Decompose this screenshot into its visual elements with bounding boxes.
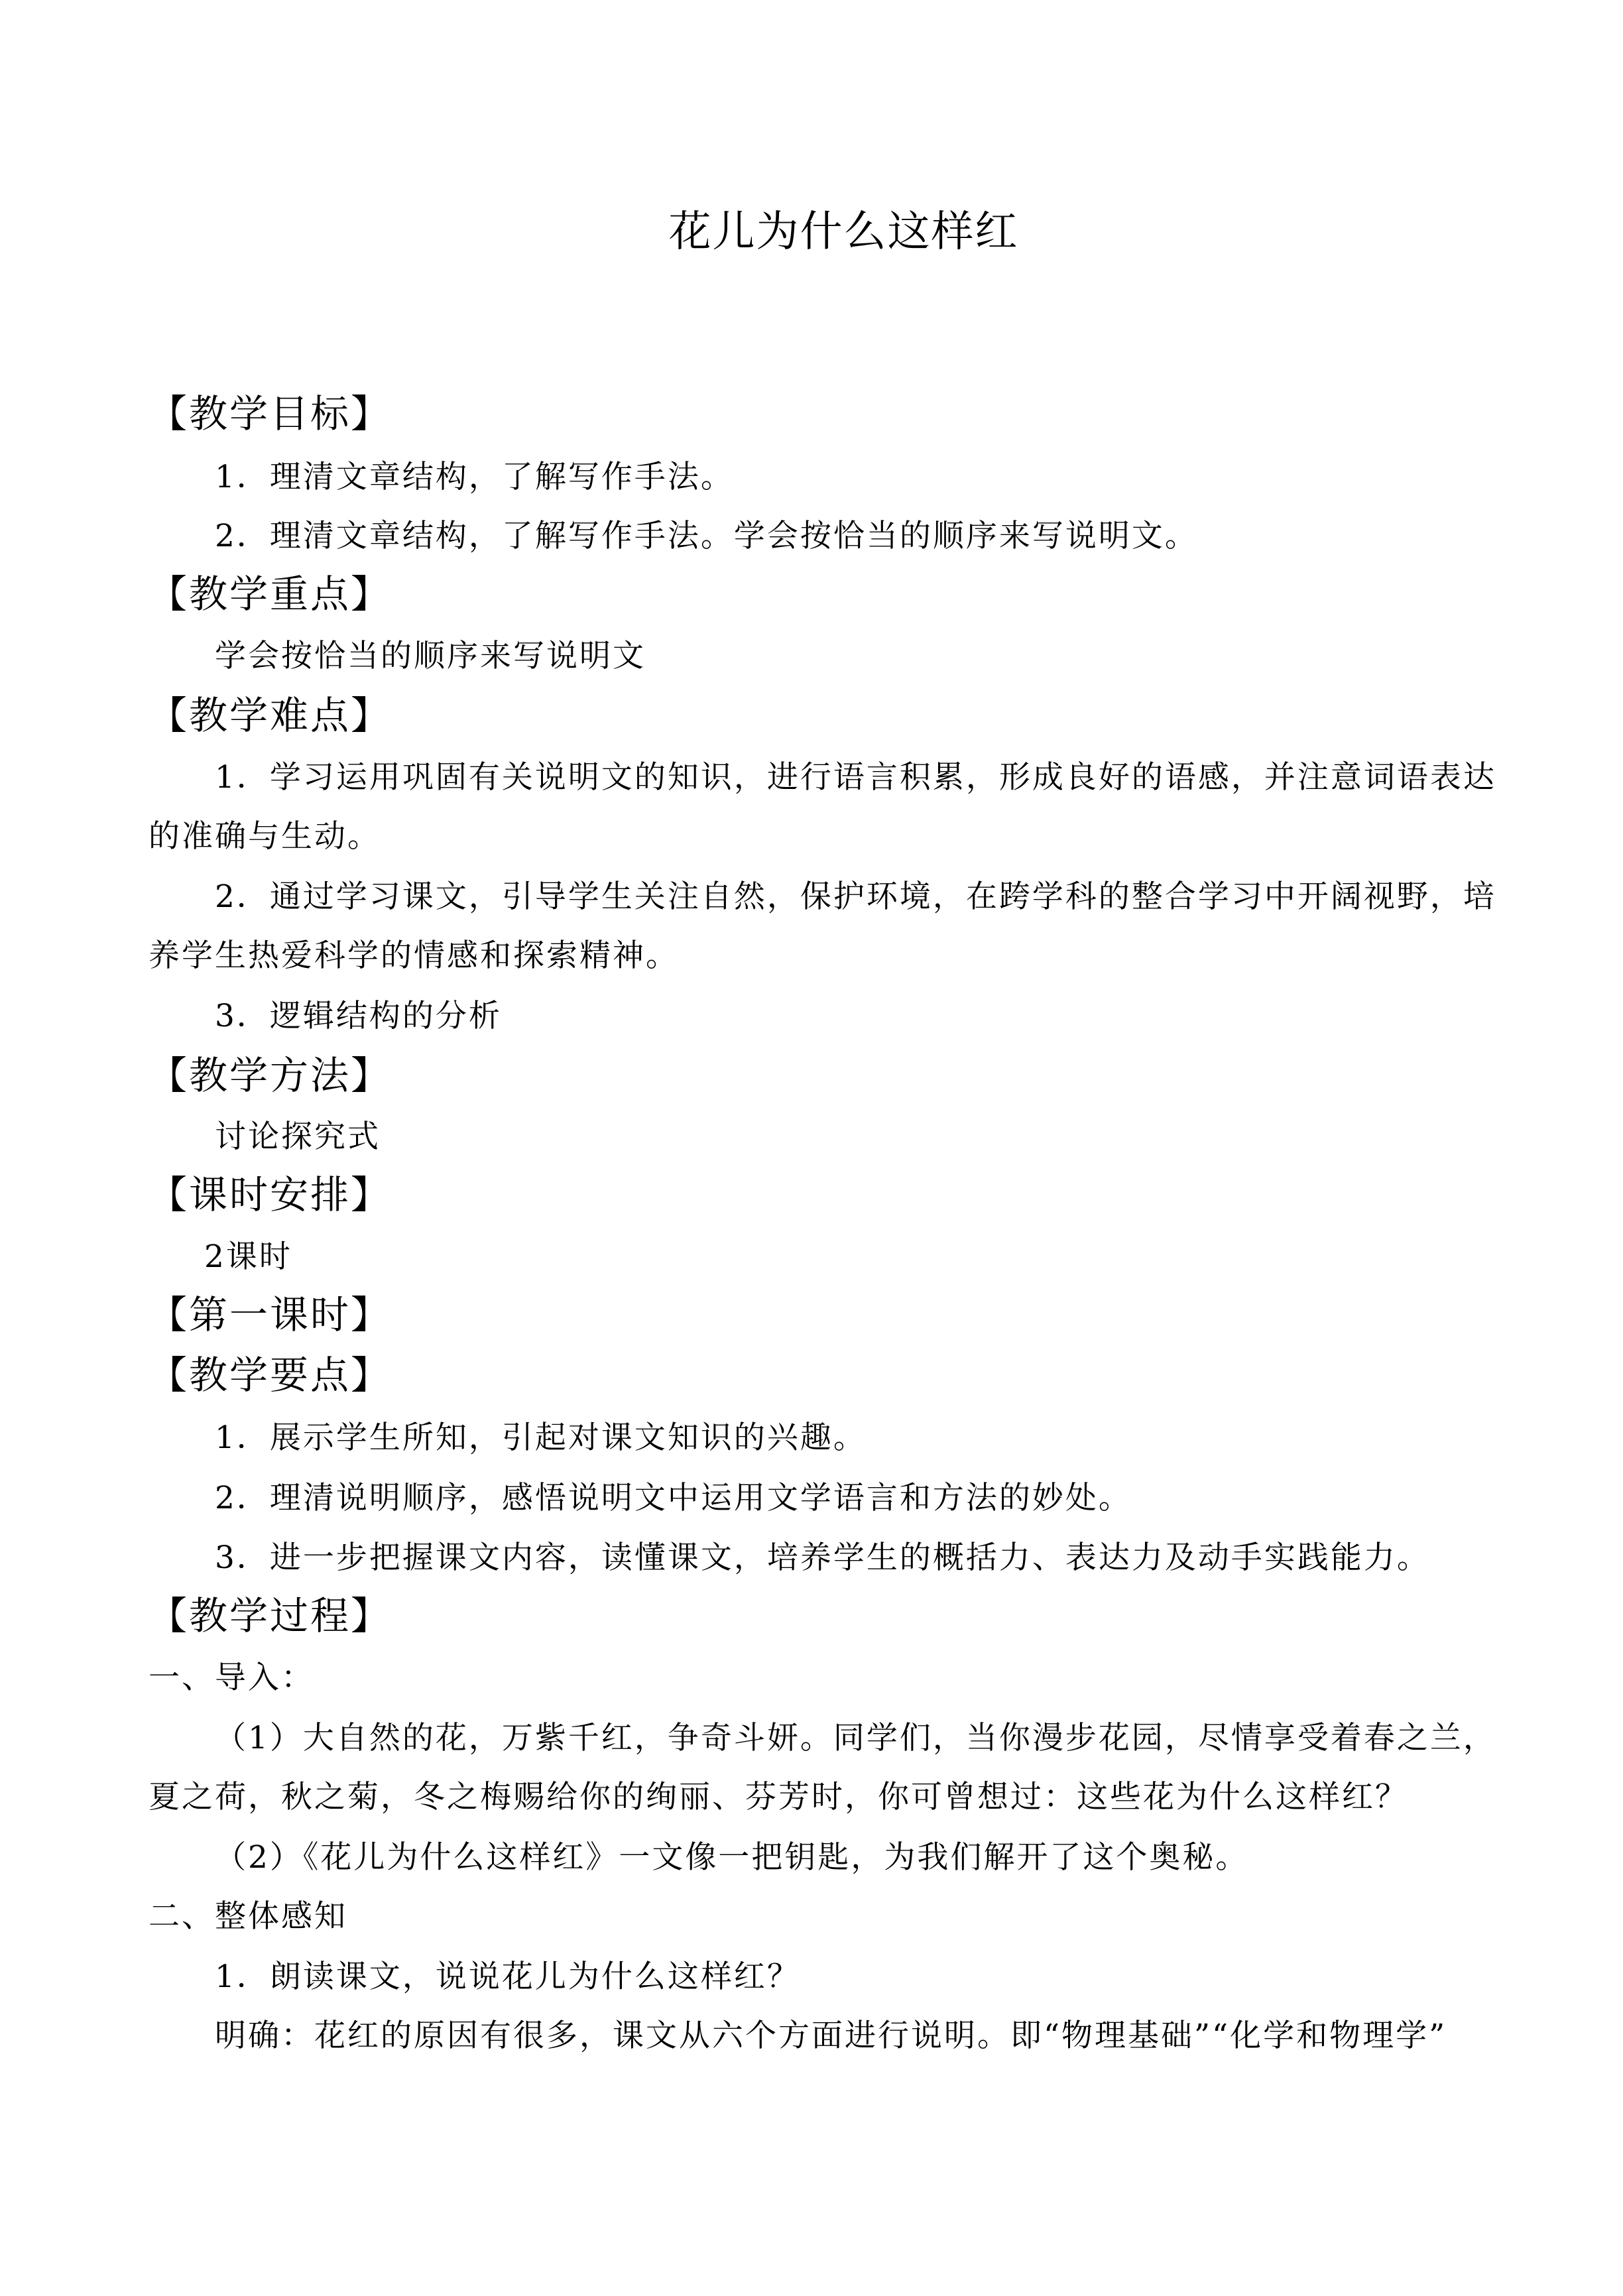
- paragraph-overview-heading: 二、整体感知: [149, 1898, 347, 1935]
- paragraph-goal-1: 1．理清文章结构，了解写作手法。: [215, 459, 734, 495]
- paragraph-intro-heading: 一、导入：: [149, 1660, 314, 1696]
- paragraph-lesson-point-2: 2．理清说明顺序，感悟说明文中运用文学语言和方法的妙处。: [215, 1480, 1132, 1516]
- paragraph-method: 讨论探究式: [215, 1118, 381, 1155]
- paragraph-difficulty-1-cont: 的准确与生动。: [149, 818, 381, 855]
- paragraph-overview-answer: 明确：花红的原因有很多，课文从六个方面进行说明。即“物理基础”“化学和物理学”: [215, 2018, 1447, 2054]
- paragraph-difficulty-1: 1．学习运用巩固有关说明文的知识，进行语言积累，形成良好的语感，并注意词语表达: [215, 759, 1496, 796]
- section-heading-schedule: 【课时安排】: [149, 1172, 392, 1217]
- paragraph-key-point: 学会按恰当的顺序来写说明文: [215, 638, 646, 674]
- paragraph-lesson-point-3: 3．进一步把握课文内容，读懂课文，培养学生的概括力、表达力及动手实践能力。: [215, 1540, 1430, 1576]
- section-heading-first-lesson: 【第一课时】: [149, 1292, 392, 1337]
- section-heading-difficulties: 【教学难点】: [149, 693, 392, 738]
- paragraph-overview-1: 1．朗读课文，说说花儿为什么这样红？: [215, 1959, 800, 1995]
- paragraph-schedule: 2课时: [204, 1239, 292, 1275]
- section-heading-key-points: 【教学重点】: [149, 572, 392, 617]
- document-title: 花儿为什么这样红: [668, 208, 1019, 257]
- paragraph-difficulty-2-cont: 养学生热爱科学的情感和探索精神。: [149, 937, 679, 974]
- section-heading-lesson-points: 【教学要点】: [149, 1353, 392, 1398]
- paragraph-intro-1: （1）大自然的花，万紫千红，争奇斗妍。同学们，当你漫步花园，尽情享受着春之兰，: [215, 1720, 1496, 1756]
- section-heading-teaching-goals: 【教学目标】: [149, 391, 392, 436]
- paragraph-goal-2: 2．理清文章结构，了解写作手法。学会按恰当的顺序来写说明文。: [215, 518, 1198, 554]
- paragraph-intro-2: （2）《花儿为什么这样红》一文像一把钥匙，为我们解开了这个奥秘。: [215, 1839, 1249, 1876]
- paragraph-lesson-point-1: 1．展示学生所知，引起对课文知识的兴趣。: [215, 1420, 867, 1456]
- paragraph-intro-1-cont: 夏之荷，秋之菊，冬之梅赐给你的绚丽、芬芳时，你可曾想过：这些花为什么这样红？: [149, 1779, 1408, 1815]
- section-heading-process: 【教学过程】: [149, 1593, 392, 1638]
- section-heading-methods: 【教学方法】: [149, 1053, 392, 1098]
- paragraph-difficulty-3: 3．逻辑结构的分析: [215, 998, 502, 1034]
- paragraph-difficulty-2: 2．通过学习课文，引导学生关注自然，保护环境，在跨学科的整合学习中开阔视野，培: [215, 878, 1496, 915]
